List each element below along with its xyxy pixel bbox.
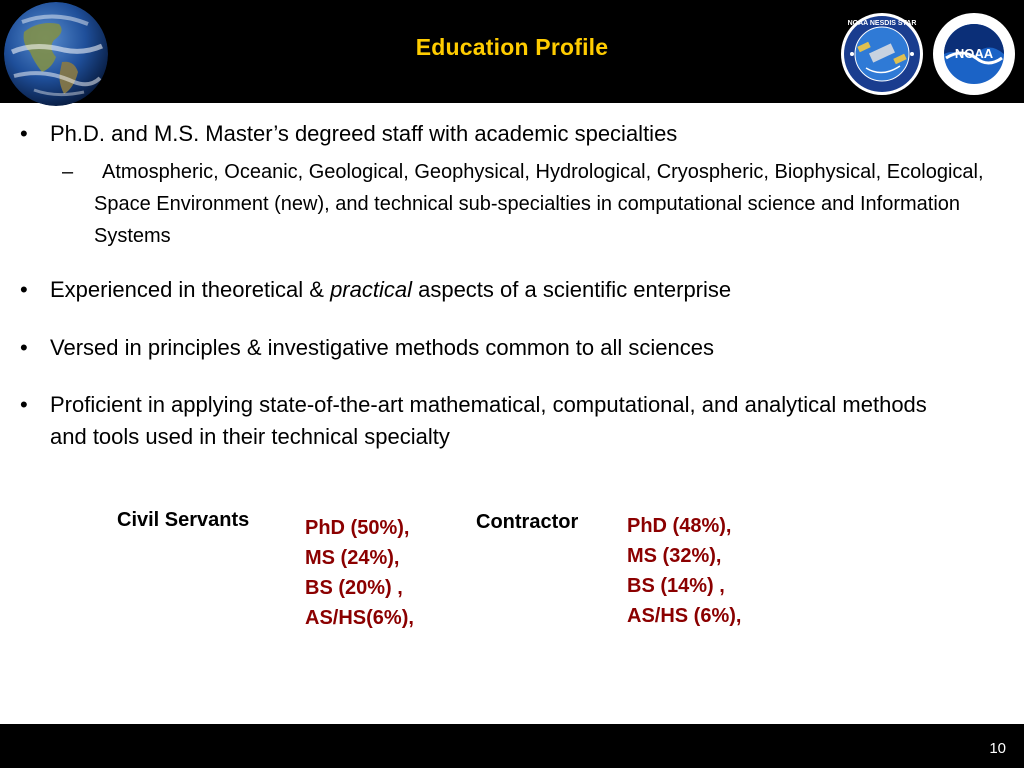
bullet-marker: •	[20, 121, 28, 146]
contractor-label: Contractor	[476, 511, 579, 533]
sub-bullet-1	[62, 156, 1007, 252]
bullet-4	[20, 389, 960, 453]
bullet-marker: •	[20, 335, 28, 360]
noaa-nesdis-star-logo-icon	[840, 12, 924, 96]
sub-bullet-marker: –	[62, 161, 74, 183]
bullet-text-italic: practical	[330, 277, 412, 302]
bullet-marker: •	[20, 392, 28, 417]
stat-line: PhD (48%),	[627, 515, 732, 537]
noaa-logo-text: NOAA	[954, 46, 994, 61]
page-number: 10	[989, 740, 1006, 757]
stat-line: MS (32%),	[627, 545, 722, 567]
footer-bar	[0, 724, 1024, 768]
bullet-text-part: Experienced in theoretical &	[50, 277, 331, 302]
slide-title: Education Profile	[415, 34, 609, 60]
contractor-stats	[627, 511, 741, 631]
bullet-text: Proficient in applying state-of-the-art mathematical, computational, and analytical methods and tools used in their technical specialty	[50, 392, 927, 449]
stat-line: MS (24%),	[305, 547, 400, 569]
bullet-text: Versed in principles & investigative methods common to all sciences	[50, 335, 714, 360]
stat-line: AS/HS(6%),	[305, 607, 414, 629]
stat-line: BS (20%) ,	[305, 577, 403, 599]
civil-servants-stats	[305, 513, 414, 633]
civil-servants-label: Civil Servants	[117, 509, 250, 531]
bullet-1	[20, 118, 1010, 150]
bullet-text: Ph.D. and M.S. Master’s degreed staff with academic specialties	[50, 121, 678, 146]
bullet-marker: •	[20, 277, 28, 302]
stat-line: BS (14%) ,	[627, 575, 725, 597]
bullet-2	[20, 274, 1010, 306]
stat-line: PhD (50%),	[305, 517, 410, 539]
stat-line: AS/HS (6%),	[627, 605, 742, 627]
star-logo-text: NOAA NESDIS STAR	[847, 20, 917, 27]
bullet-text	[50, 274, 1010, 306]
sub-bullet-text: Atmospheric, Oceanic, Geological, Geophysical, Hydrological, Cryospheric, Biophysical, Ecological, Space Environment (new), and technical sub-specialties in computational science and Information Systems	[94, 161, 984, 247]
noaa-logo-icon	[932, 12, 1016, 96]
header-bar	[0, 0, 1024, 103]
bullet-text-part: aspects of a scientific enterprise	[411, 277, 732, 302]
bullet-3	[20, 332, 1010, 364]
